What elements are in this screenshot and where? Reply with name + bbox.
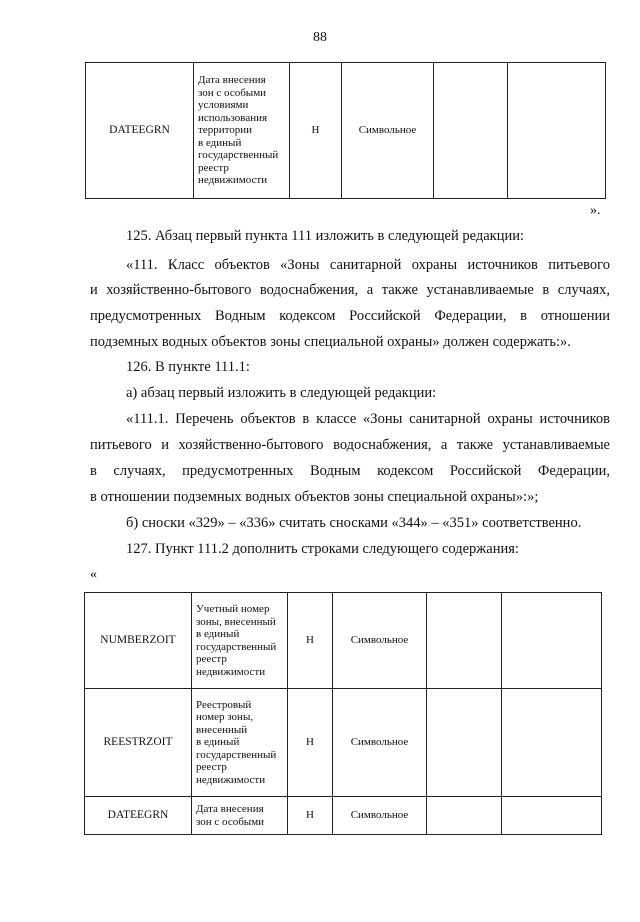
attribute-type: Символьное [342,63,434,199]
attribute-type: Символьное [333,797,427,835]
paragraph-111-1-line: в случаях, предусмотренных Водным кодексом Российской Федерации, [90,463,610,479]
attribute-type: Символьное [333,689,427,797]
attribute-required: Н [288,797,333,835]
paragraph-111-line: подземных водных объектов зоны специальной охраны» должен содержать:». [90,334,571,350]
empty-cell [502,593,602,689]
paragraph-111-1-line: «111.1. Перечень объектов в классе «Зоны санитарной охраны источников [126,411,610,427]
empty-cell [502,797,602,835]
attribute-code: REESTRZOIT [85,689,192,797]
attribute-description: Реестровый номер зоны, внесенный в единый государственный реестр недвижимости [192,689,288,797]
attribute-code: DATEEGRN [85,797,192,835]
attribute-code: NUMBERZOIT [85,593,192,689]
page-number: 88 [313,30,327,45]
empty-cell [427,593,502,689]
paragraph-111-1-line: питьевого и хозяйственно-бытового водоснабжения, а также устанавливаемые [90,437,610,453]
paragraph-111-line: «111. Класс объектов «Зоны санитарной охраны источников питьевого [126,257,610,273]
paragraph-111-line: и хозяйственно-бытового водоснабжения, а также устанавливаемые в случаях, [90,282,610,298]
attribute-required: Н [288,593,333,689]
paragraph-127: 127. Пункт 111.2 дополнить строками следующего содержания: [126,541,519,557]
attribute-required: Н [290,63,342,199]
empty-cell [427,689,502,797]
paragraph-b: б) сноски «329» – «336» считать сносками «344» – «351» соответственно. [126,515,582,531]
table-row [85,797,602,835]
paragraph-126: 126. В пункте 111.1: [126,359,250,375]
paragraph-125: 125. Абзац первый пункта 111 изложить в следующей редакции: [126,228,525,244]
attribute-description: Учетный номер зоны, внесенный в единый государственный реестр недвижимости [192,593,288,689]
attribute-description: Дата внесения зон с особыми [192,797,288,835]
empty-cell [502,689,602,797]
attribute-table-top [85,62,606,199]
attribute-description: Дата внесения зон с особыми условиями использования территории в единый государственный реестр недвижимости [194,63,290,199]
paragraph-111-line: предусмотренных Водным кодексом Российской Федерации, в отношении [90,308,610,324]
attribute-type: Символьное [333,593,427,689]
attribute-code: DATEEGRN [86,63,194,199]
paragraph-111-1-line: в отношении подземных водных объектов зоны специальной охраны»:»; [90,489,539,505]
attribute-required: Н [288,689,333,797]
table-row [86,63,606,199]
table-row [85,593,602,689]
closing-quote: ». [590,203,601,218]
opening-quote: « [90,567,97,582]
empty-cell [508,63,606,199]
table-row [85,689,602,797]
attribute-table-bottom [84,592,602,835]
empty-cell [434,63,508,199]
paragraph-a: а) абзац первый изложить в следующей редакции: [126,385,437,401]
empty-cell [427,797,502,835]
